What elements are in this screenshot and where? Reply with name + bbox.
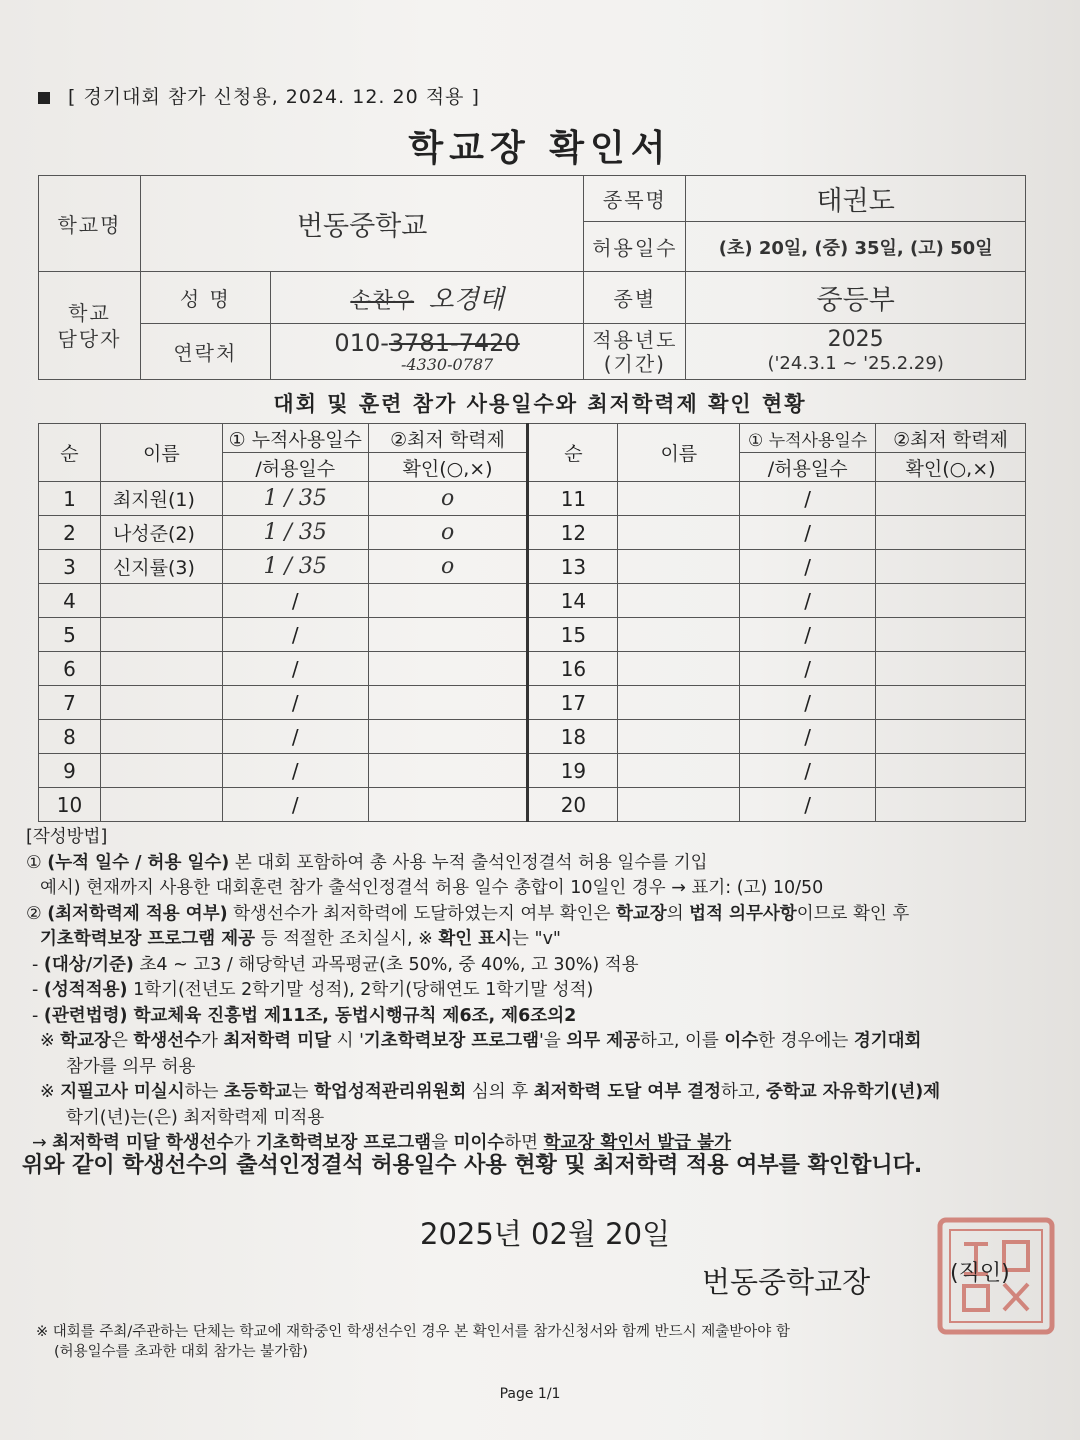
name-label: 성 명 [140, 272, 270, 324]
school-name: 번동중학교 [140, 176, 584, 272]
row-check-left [368, 618, 528, 652]
row-check-right [876, 788, 1026, 822]
row-check-left: o [368, 516, 528, 550]
row-name-left [100, 652, 222, 686]
seal-label: (직인) [950, 1261, 1010, 1286]
instr-line-8: ※ 학교장은 학생선수가 최저학력 미달 시 '기초학력보장 프로그램'을 의무 제공하고, 이를 이수한 경우에는 경기대회 [40, 1031, 922, 1051]
instr-line-7: - (관련법령) 학교체육 진흥법 제11조, 동법시행규칙 제6조, 제6조의2 [32, 1005, 577, 1026]
row-days-right: / [740, 720, 876, 754]
row-check-right [876, 584, 1026, 618]
name-struck: 손찬우 [350, 289, 415, 314]
year-label [584, 324, 686, 380]
row-check-left [368, 720, 528, 754]
period-value: ('24.3.1 ~ '25.2.29) [767, 352, 944, 374]
footnote [36, 1322, 790, 1362]
name-cell [270, 272, 584, 324]
row-no-right: 17 [528, 686, 618, 720]
year-value: 2025 [827, 326, 884, 352]
instructions [26, 825, 1056, 1157]
row-no-left: 7 [39, 686, 101, 720]
principal-signature: 번동중학교장 [702, 1265, 871, 1299]
instr-line-10: ※ 지필고사 미실시하는 초등학교는 학업성적관리위원회 심의 후 최저학력 도달 여부 결정하고, 중학교 자유학기(년)제 [40, 1082, 941, 1102]
row-days-left: / [222, 754, 368, 788]
page-number: Page 1/1 [499, 1386, 561, 1402]
table-row [39, 788, 1026, 822]
instr-line-3: ② (최저학력제 적용 여부) 학생선수가 최저학력에 도달하였는지 여부 확인은 학교장의 법적 의무사항이므로 확인 후 [26, 903, 910, 924]
header-min-left-2: 확인(○,×) [368, 453, 528, 482]
document-title: 학교장 확인서 [408, 128, 672, 169]
row-no-left: 8 [39, 720, 101, 754]
row-days-left: / [222, 618, 368, 652]
instr-line-11: 학기(년)는(은) 최저학력제 미적용 [66, 1107, 325, 1128]
table-row [39, 686, 1026, 720]
row-days-right: / [740, 482, 876, 516]
row-no-left: 3 [39, 550, 101, 584]
instr-line-6: - (성적적용) 1학기(전년도 2학기말 성적), 2학기(당해연도 1학기말 성적) [32, 980, 594, 1000]
row-check-right [876, 720, 1026, 754]
header-min-right: ②최저 학력제 [876, 424, 1026, 453]
row-name-right [618, 754, 740, 788]
row-name-left [100, 686, 222, 720]
row-no-left: 2 [39, 516, 101, 550]
footnote-line-1: ※ 대회를 주최/주관하는 단체는 학교에 재학중인 학생선수인 경우 본 확인서를 참가신청서와 함께 반드시 제출받아야 함 [36, 1324, 790, 1340]
row-days-right: / [740, 686, 876, 720]
row-name-left [100, 788, 222, 822]
row-no-left: 9 [39, 754, 101, 788]
row-check-right [876, 686, 1026, 720]
row-name-left [100, 584, 222, 618]
row-no-left: 10 [39, 788, 101, 822]
row-no-right: 14 [528, 584, 618, 618]
division-label: 종별 [584, 272, 686, 324]
confirmation-statement: 위와 같이 학생선수의 출석인정결석 허용일수 사용 현황 및 최저학력 적용 여부를 확인합니다. [22, 1153, 923, 1178]
row-no-right: 18 [528, 720, 618, 754]
header-min-right-2: 확인(○,×) [876, 453, 1026, 482]
header-days-right-2: /허용일수 [740, 453, 876, 482]
table-row [39, 720, 1026, 754]
row-check-right [876, 652, 1026, 686]
row-days-left: / [222, 584, 368, 618]
info-table [38, 175, 1026, 380]
issue-date: 2025년 02월 20일 [420, 1217, 671, 1251]
table-row [39, 550, 1026, 584]
row-no-right: 16 [528, 652, 618, 686]
footnote-line-2: (허용일수를 초과한 대회 참가는 불가함) [54, 1344, 308, 1360]
contact-cell [270, 324, 584, 380]
row-check-right [876, 550, 1026, 584]
phone-struck: 3781-7420 [388, 328, 520, 357]
instr-line-2: 예시) 현재까지 사용한 대회훈련 참가 출석인정결석 허용 일수 총합이 10일인 경우 → 표기: (고) 10/50 [40, 878, 824, 898]
square-bullet-icon [38, 92, 50, 104]
row-check-right [876, 618, 1026, 652]
row-no-right: 13 [528, 550, 618, 584]
row-name-left [100, 754, 222, 788]
row-name-right [618, 584, 740, 618]
instr-line-4: 기초학력보장 프로그램 제공 등 적절한 조치실시, ※ 확인 표시는 "v" [40, 929, 561, 949]
header-days-right: ① 누적사용일수 [740, 424, 876, 453]
row-name-right [618, 686, 740, 720]
row-name-left: 신지률(3) [100, 550, 222, 584]
row-check-left: o [368, 550, 528, 584]
year-cell [686, 324, 1026, 380]
row-days-left: / [222, 788, 368, 822]
usage-table [38, 423, 1026, 822]
header-days-left-2: /허용일수 [222, 453, 368, 482]
row-name-left: 최지원(1) [100, 482, 222, 516]
row-days-left: 1 / 35 [222, 550, 368, 584]
row-days-left: 1 / 35 [222, 482, 368, 516]
row-no-left: 1 [39, 482, 101, 516]
manager-label: 학교 담당자 [39, 272, 141, 380]
row-days-right: / [740, 516, 876, 550]
row-no-right: 11 [528, 482, 618, 516]
phone-handwritten: -4330-0787 [400, 354, 494, 374]
school-label: 학교명 [39, 176, 141, 272]
row-check-left [368, 652, 528, 686]
instr-line-1: ① (누적 일수 / 허용 일수) 본 대회 포함하여 총 사용 누적 출석인정결석 허용 일수를 기입 [26, 852, 708, 873]
name-handwritten: 오경태 [428, 285, 504, 315]
row-name-right [618, 720, 740, 754]
row-check-left: o [368, 482, 528, 516]
year-label-2: (기간) [603, 351, 666, 376]
row-name-right [618, 618, 740, 652]
row-name-right [618, 788, 740, 822]
table-row [39, 516, 1026, 550]
table-row [39, 754, 1026, 788]
instructions-heading: [작성방법] [26, 827, 108, 847]
instr-line-12: → 최저학력 미달 학생선수가 기초학력보장 프로그램을 미이수하면 학교장 확인서 발급 불가 [32, 1133, 731, 1153]
header-no-right: 순 [528, 424, 618, 482]
row-name-right [618, 550, 740, 584]
header-days-left: ① 누적사용일수 [222, 424, 368, 453]
row-check-left [368, 754, 528, 788]
header-note-text: [ 경기대회 참가 신청용, 2024. 12. 20 적용 ] [68, 86, 480, 108]
row-name-left [100, 618, 222, 652]
row-name-right [618, 516, 740, 550]
year-label-1: 적용년도 [592, 327, 678, 352]
section-title: 대회 및 훈련 참가 사용일수와 최저학력제 확인 현황 [273, 392, 807, 416]
row-check-right [876, 754, 1026, 788]
header-name-right: 이름 [618, 424, 740, 482]
table-row [39, 482, 1026, 516]
row-days-right: / [740, 584, 876, 618]
row-days-right: / [740, 788, 876, 822]
row-no-right: 20 [528, 788, 618, 822]
row-name-left [100, 720, 222, 754]
event-value: 태권도 [686, 176, 1026, 222]
row-check-right [876, 482, 1026, 516]
row-check-left [368, 686, 528, 720]
row-days-left: / [222, 720, 368, 754]
contact-label: 연락처 [140, 324, 270, 380]
row-name-right [618, 482, 740, 516]
row-days-left: / [222, 686, 368, 720]
phone-prefix: 010- [334, 328, 389, 357]
row-name-right [618, 652, 740, 686]
row-days-right: / [740, 550, 876, 584]
table-row [39, 618, 1026, 652]
allowed-days-label: 허용일수 [584, 222, 686, 272]
row-check-right [876, 516, 1026, 550]
row-days-right: / [740, 754, 876, 788]
header-name-left: 이름 [100, 424, 222, 482]
row-days-right: / [740, 618, 876, 652]
instr-line-9: 참가를 의무 허용 [66, 1056, 196, 1077]
table-row [39, 584, 1026, 618]
row-no-left: 4 [39, 584, 101, 618]
row-check-left [368, 788, 528, 822]
row-no-right: 15 [528, 618, 618, 652]
row-no-left: 5 [39, 618, 101, 652]
row-days-right: / [740, 652, 876, 686]
table-row [39, 652, 1026, 686]
row-no-left: 6 [39, 652, 101, 686]
header-note [38, 82, 480, 109]
row-check-left [368, 584, 528, 618]
event-label: 종목명 [584, 176, 686, 222]
instr-line-5: - (대상/기준) 초4 ~ 고3 / 해당학년 과목평균(초 50%, 중 40%, 고 30%) 적용 [32, 954, 639, 975]
header-no-left: 순 [39, 424, 101, 482]
row-no-right: 12 [528, 516, 618, 550]
row-name-left: 나성준(2) [100, 516, 222, 550]
row-days-left: 1 / 35 [222, 516, 368, 550]
row-days-left: / [222, 652, 368, 686]
allowed-days-value: (초) 20일, (중) 35일, (고) 50일 [686, 222, 1026, 272]
header-min-left: ②최저 학력제 [368, 424, 528, 453]
row-no-right: 19 [528, 754, 618, 788]
division-value: 중등부 [686, 272, 1026, 324]
